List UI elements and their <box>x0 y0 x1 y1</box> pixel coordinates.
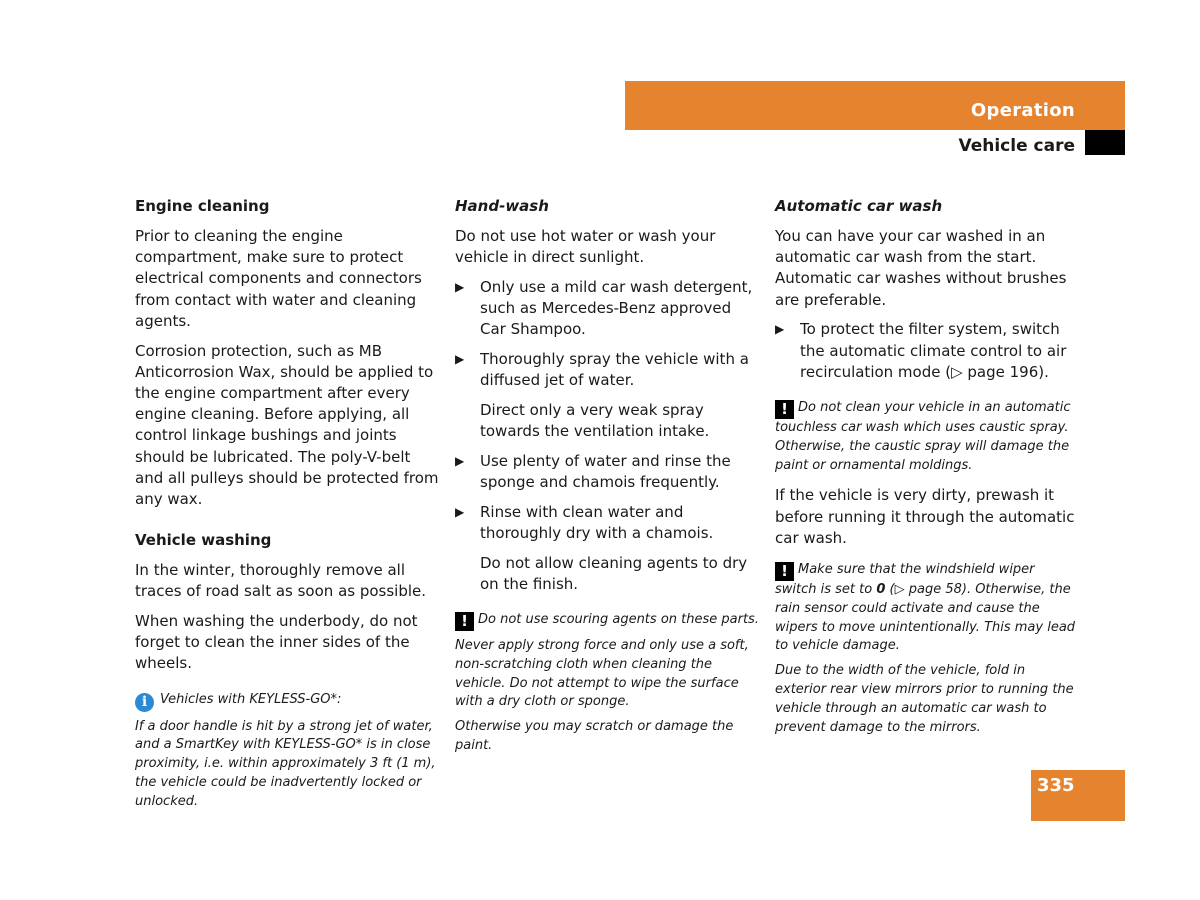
column-hand-wash <box>455 196 760 762</box>
warning-note: ! Do not use scouring agents on these parts. Never apply strong force and only use a soft, non-scratching cloth when cleaning the vehicle. Do not attempt to wipe the surface with a dry cloth or sponge. Otherwise you may scratch or damage the paint. <box>455 611 760 756</box>
bullet-arrow-icon: ▶ <box>455 279 465 294</box>
subsection-title: Vehicle care <box>958 136 1075 156</box>
paragraph: If the vehicle is very dirty, prewash it before running it through the automatic car wash. <box>775 486 1075 547</box>
bullet-item: ▶ Thoroughly spray the vehicle with a diffused jet of water. <box>455 350 749 390</box>
bullet-subtext: Do not allow cleaning agents to dry on the finish. <box>480 553 748 593</box>
info-icon: i <box>135 693 154 712</box>
paragraph: When washing the underbody, do not forget to clean the inner sides of the wheels. <box>135 612 418 673</box>
heading-vehicle-washing: Vehicle washing <box>135 531 272 550</box>
warning-icon: ! <box>455 612 474 631</box>
heading-hand-wash: Hand-wash <box>455 197 549 215</box>
section-title: Operation <box>970 100 1075 121</box>
warning-text: Due to the width of the vehicle, fold in exterior rear view mirrors prior to running the vehicle through an automatic car wash to prevent damage to the mirrors. <box>775 663 1074 735</box>
bullet-arrow-icon: ▶ <box>455 453 465 468</box>
bullet-arrow-icon: ▶ <box>455 352 465 367</box>
info-note <box>135 691 440 812</box>
info-note-text: If a door handle is hit by a strong jet of water, and a SmartKey with KEYLESS-GO* is in close proximity, i.e. within approximately 3 ft (1 m), the vehicle could be inadvertently locked or unlocked. <box>135 718 436 809</box>
column-engine-cleaning <box>135 196 440 818</box>
bullet-item: ▶ Rinse with clean water and thoroughly dry with a chamois. <box>455 502 714 542</box>
warning-icon: ! <box>775 562 794 581</box>
warning-note: ! Make sure that the windshield wiper switch is set to 0 (▷ page 58). Otherwise, the rain sensor could activate and cause the wipers to move unintentionally. This may lead to vehicle damage. Due to the width of the vehicle, fold in exterior rear view mirrors prior to running the vehicle through an automatic car wash to prevent damage to the mirrors. <box>775 561 1080 737</box>
page-number: 335 <box>1037 775 1075 796</box>
warning-text: Never apply strong force and only use a soft, non-scratching cloth when cleaning the vehicle. Do not attempt to wipe the surface with a dry cloth or sponge. <box>455 638 749 710</box>
section-tab-marker <box>1085 130 1125 155</box>
warning-note: ! Do not clean your vehicle in an automatic touchless car wash which uses caustic spray. Otherwise, the caustic spray will damage the paint or ornamental moldings. <box>775 399 1071 473</box>
bullet-subtext: Direct only a very weak spray towards the ventilation intake. <box>480 400 710 441</box>
bullet-item: ▶ Use plenty of water and rinse the sponge and chamois frequently. <box>455 451 731 492</box>
warning-icon: ! <box>775 400 794 419</box>
warning-text: Otherwise you may scratch or damage the paint. <box>455 719 734 754</box>
bullet-arrow-icon: ▶ <box>775 322 785 337</box>
paragraph: In the winter, thoroughly remove all traces of road salt as soon as possible. <box>135 561 427 601</box>
paragraph: Corrosion protection, such as MB Anticorrosion Wax, should be applied to the engine compartment after every engine cleaning. Before applying, all control linkage bushings and joints should be lubricated. The poly-V-belt and all pulleys should be protected from any wax. <box>135 341 439 508</box>
heading-automatic-car-wash: Automatic car wash <box>775 197 943 215</box>
column-automatic-car-wash <box>775 196 1080 743</box>
bullet-arrow-icon: ▶ <box>455 504 465 519</box>
paragraph: You can have your car washed in an automatic car wash from the start. Automatic car washes without brushes are preferable. <box>775 227 1067 309</box>
bullet-item: ▶ To protect the filter system, switch the automatic climate control to air recirculation mode (▷ page 196). <box>775 320 1067 381</box>
heading-engine-cleaning: Engine cleaning <box>135 197 270 215</box>
paragraph: Do not use hot water or wash your vehicle in direct sunlight. <box>455 227 716 267</box>
bullet-item: ▶ Only use a mild car wash detergent, such as Mercedes-Benz approved Car Shampoo. <box>455 277 753 339</box>
info-note-title: Vehicles with KEYLESS-GO*: <box>160 691 342 707</box>
paragraph: Prior to cleaning the engine compartment, make sure to protect electrical components and connectors from contact with water and cleaning agents. <box>135 227 422 330</box>
